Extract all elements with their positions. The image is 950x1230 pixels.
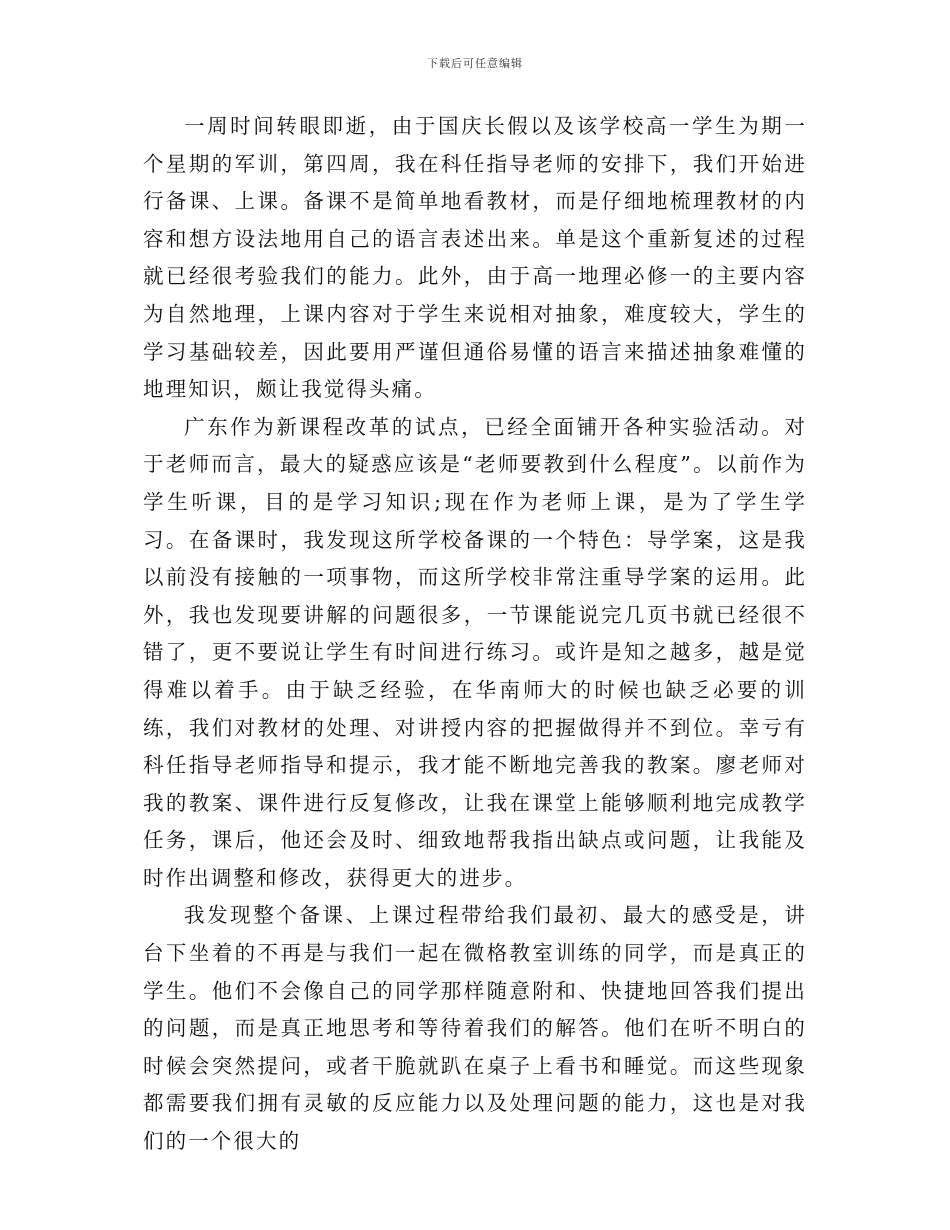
paragraph-3: 我发现整个备课、上课过程带给我们最初、最大的感受是，讲台下坐着的不再是与我们一起在微格教室训练的同学，而是真正的学生。他们不会像自己的同学那样随意附和、快捷地回答我们提出的问题，而是真正地思考和等待着我们的解答。他们在听不明白的时候会突然提问，或者干脆就趴在桌子上看书和睡觉。而这些现象都需要我们拥有灵敏的反应能力以及处理问题的能力，这也是对我们的一个很大的 [143,903,807,1154]
paragraph-1: 一周时间转眼即逝，由于国庆长假以及该学校高一学生为期一个星期的军训，第四周，我在科任指导老师的安排下，我们开始进行备课、上课。备课不是简单地看教材，而是仔细地梳理教材的内容和想方设法地用自己的语言表述出来。单是这个重新复述的过程就已经很考验我们的能力。此外，由于高一地理必修一的主要内容为自然地理，上课内容对于学生来说相对抽象，难度较大，学生的学习基础较差，因此要用严谨但通俗易懂的语言来描述抽象难懂的地理知识，颇让我觉得头痛。 [143,114,807,402]
paragraph-2: 广东作为新课程改革的试点，已经全面铺开各种实验活动。对于老师而言，最大的疑惑应该是“老师要教到什么程度”。以前作为学生听课，目的是学习知识;现在作为老师上课，是为了学生学习。在备课时，我发现这所学校备课的一个特色：导学案，这是我以前没有接触的一项事物，而这所学校非常注重导学案的运用。此外，我也发现要讲解的问题很多，一节课能说完几页书就已经很不错了，更不要说让学生有时间进行练习。或许是知之越多，越是觉得难以着手。由于缺乏经验，在华南师大的时候也缺乏必要的训练，我们对教材的处理、对讲授内容的把握做得并不到位。幸亏有科任指导老师指导和提示，我才能不断地完善我的教案。廖老师对我的教案、课件进行反复修改，让我在课堂上能够顺利地完成教学任务，课后，他还会及时、细致地帮我指出缺点或问题，让我能及时作出调整和修改，获得更大的进步。 [143,414,807,890]
page-header: 下载后可任意编辑 [427,57,523,70]
document-body [143,108,807,1161]
